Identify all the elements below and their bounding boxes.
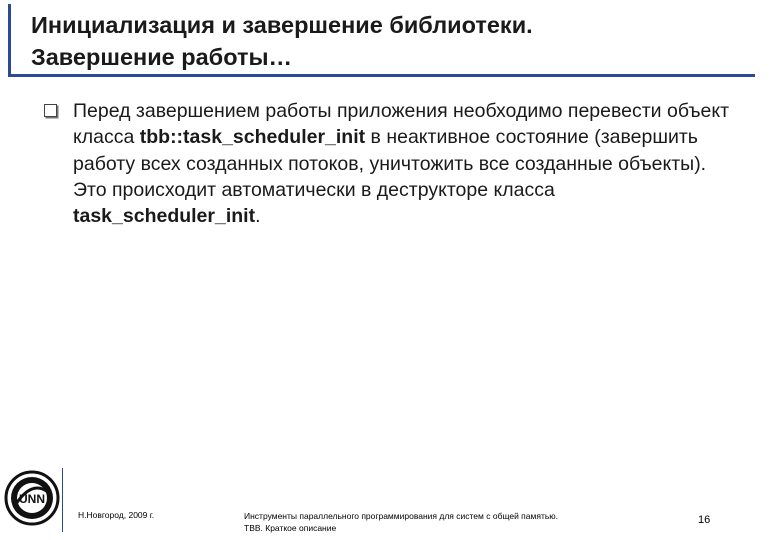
- logo-text: UNN: [19, 492, 45, 506]
- footer-course-line-1: Инструменты параллельного программирования для систем с общей памятью.: [244, 511, 559, 521]
- bullet-text: [73, 98, 744, 229]
- page-number: 16: [698, 514, 711, 526]
- bullet-text-part-1: Перед завершением работы приложения необходимо перевести объект класса: [73, 100, 730, 149]
- square-bullet-icon: [44, 104, 57, 117]
- bullet-item: [44, 98, 744, 229]
- bullet-text-part-3: .: [255, 205, 261, 228]
- footer-course-title: [244, 510, 558, 534]
- slide-title: [8, 4, 755, 77]
- class-name-tbb-task-scheduler-init: tbb::task_scheduler_init: [139, 126, 366, 149]
- bullet-text-part-2: в неактивное состояние (завершить работу всех созданных потоков, уничтожить все созданные объекты). Это происходит автоматически в деструкторе класса: [73, 126, 707, 201]
- slide-title-line-2: Завершение работы…: [31, 44, 293, 70]
- footer-city-year: Н.Новгород, 2009 г.: [78, 510, 155, 520]
- class-name-task-scheduler-init: task_scheduler_init: [73, 205, 256, 228]
- unn-logo-icon: [4, 470, 60, 526]
- footer-course-line-2: TBB. Краткое описание: [244, 523, 337, 533]
- footer-divider: [62, 468, 63, 532]
- slide-title-line-1: Инициализация и завершение библиотеки.: [31, 12, 533, 38]
